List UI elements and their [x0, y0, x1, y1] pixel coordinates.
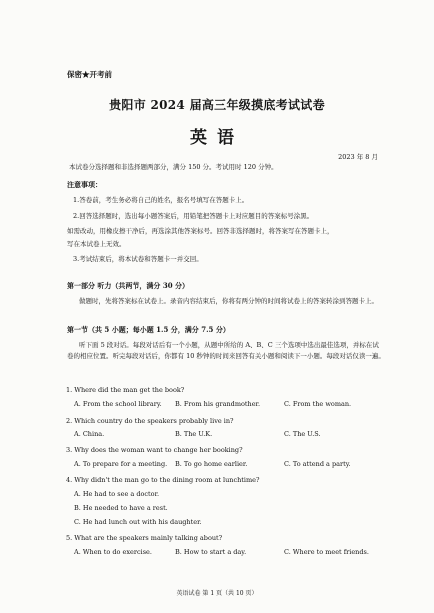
option-a: A. When to do exercise.: [74, 548, 152, 556]
option-c: C. The U.S.: [284, 430, 321, 438]
notice-item: 3.考试结束后，将本试卷和答题卡一并交回。: [73, 255, 203, 263]
option-c: C. To attend a party.: [284, 460, 351, 468]
section1-heading: 第一节（共 5 小题；每小题 1.5 分，满分 7.5 分）: [67, 325, 230, 334]
subject-title: 英语: [190, 128, 244, 148]
option-b: B. To go home earlier.: [175, 460, 248, 468]
notice-item: 如需改动，用橡皮擦干净后，再选涂其他答案标号。回答非选择题时，将答案写在答题卡上，: [67, 227, 334, 235]
option-b: B. He needed to have a rest.: [74, 504, 168, 512]
part1-instructions: 做题时，先将答案标在试卷上。录音内容结束后，你将有两分钟的时间将试卷上的答案转涂到答题卡上。: [79, 297, 378, 305]
question-stem: 4. Why didn't the man go to the dining room at lunchtime?: [66, 476, 260, 484]
notice-item: 写在本试卷上无效。: [67, 240, 126, 248]
option-a: A. China.: [74, 430, 105, 438]
notice-item: 2.回答选择题时，选出每小题答案后，用铅笔把答题卡上对应题目的答案标号涂黑。: [73, 212, 314, 220]
page-footer: 英语试卷 第 1 页（共 10 页）: [176, 590, 258, 597]
section1-instructions: 听下面 5 段对话。每段对话后有一个小题，从题中所给的 A、B、C 三个选项中选出最佳选项，并标在试卷的相应位置。听完每段对话后，你都有 10 秒钟的时间来回答有关小题和阅读下一小题。每段对话仅读一遍。: [67, 341, 385, 360]
exam-intro: 本试卷分选择题和非选择题两部分，满分 150 分。考试用时 120 分钟。: [69, 163, 278, 171]
confidential-label: 保密★开考前: [67, 70, 112, 79]
exam-title: 贵阳市 2024 届高三年级摸底考试试卷: [109, 98, 325, 112]
notice-heading: 注意事项：: [67, 180, 102, 189]
question-stem: 3. Why does the woman want to change her booking?: [66, 446, 243, 454]
question-stem: 2. Which country do the speakers probably live in?: [66, 417, 234, 425]
option-b: B. The U.K.: [175, 430, 213, 438]
question-stem: 1. Where did the man get the book?: [66, 386, 185, 394]
option-c: C. From the woman.: [284, 400, 352, 408]
option-c: C. He had lunch out with his daughter.: [74, 518, 202, 526]
option-a: A. To prepare for a meeting.: [74, 460, 168, 468]
option-c: C. Where to meet friends.: [284, 548, 369, 556]
option-b: B. How to start a day.: [175, 548, 247, 556]
option-b: B. From his grandmother.: [175, 400, 261, 408]
option-a: A. He had to see a doctor.: [74, 490, 160, 498]
notice-item: 1.答卷前，考生务必将自己的姓名，报名号填写在答题卡上。: [73, 196, 249, 204]
exam-date: 2023 年 8 月: [338, 153, 378, 161]
part1-heading: 第一部分 听力（共两节，满分 30 分）: [67, 281, 190, 290]
option-a: A. From the school library.: [74, 400, 162, 408]
question-stem: 5. What are the speakers mainly talking about?: [66, 534, 223, 542]
